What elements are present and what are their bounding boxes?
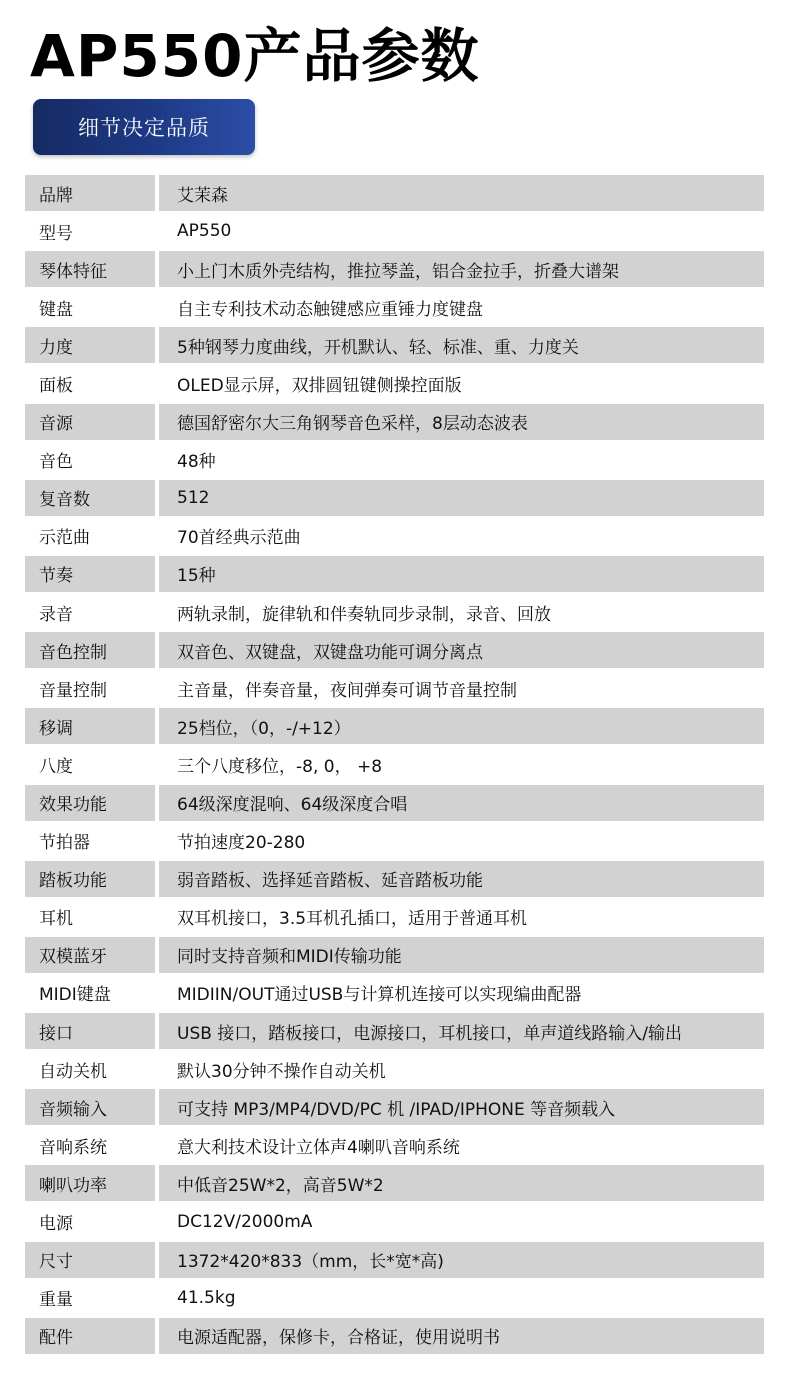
spec-row [25, 1318, 764, 1354]
spec-value: 主音量，伴奏音量，夜间弹奏可调节音量控制 [159, 670, 764, 706]
spec-row [25, 365, 764, 401]
spec-row [25, 594, 764, 630]
spec-row [25, 785, 764, 821]
spec-label: 重量 [25, 1280, 155, 1316]
spec-label: 电源 [25, 1204, 155, 1240]
spec-value: 中低音25W*2，高音5W*2 [159, 1165, 764, 1201]
spec-value: 可支持 MP3/MP4/DVD/PC 机 /IPAD/IPHONE 等音频载入 [159, 1089, 764, 1125]
spec-label: 音量控制 [25, 670, 155, 706]
spec-value: DC12V/2000mA [159, 1204, 764, 1240]
spec-row [25, 556, 764, 592]
spec-value: 70首经典示范曲 [159, 518, 764, 554]
spec-row [25, 937, 764, 973]
spec-value: 64级深度混响、64级深度合唱 [159, 785, 764, 821]
spec-label: 移调 [25, 708, 155, 744]
spec-row [25, 1242, 764, 1278]
spec-row [25, 1127, 764, 1163]
spec-value: 默认30分钟不操作自动关机 [159, 1051, 764, 1087]
spec-row [25, 1165, 764, 1201]
spec-row [25, 1280, 764, 1316]
spec-row [25, 175, 764, 211]
spec-row [25, 480, 764, 516]
section-badge: 细节决定品质 [33, 99, 255, 155]
spec-row [25, 289, 764, 325]
spec-table [25, 175, 764, 1356]
spec-label: 录音 [25, 594, 155, 630]
spec-value: 5种钢琴力度曲线，开机默认、轻、标准、重、力度关 [159, 327, 764, 363]
spec-value: MIDIIN/OUT通过USB与计算机连接可以实现编曲配器 [159, 975, 764, 1011]
spec-value: 512 [159, 480, 764, 516]
spec-value: 德国舒密尔大三角钢琴音色采样，8层动态波表 [159, 404, 764, 440]
spec-value: 意大利技术设计立体声4喇叭音响系统 [159, 1127, 764, 1163]
spec-row [25, 213, 764, 249]
spec-value: 41.5kg [159, 1280, 764, 1316]
spec-value: 双耳机接口，3.5耳机孔插口，适用于普通耳机 [159, 899, 764, 935]
spec-label: 音色控制 [25, 632, 155, 668]
spec-row [25, 1051, 764, 1087]
spec-row [25, 518, 764, 554]
spec-label: 耳机 [25, 899, 155, 935]
spec-row [25, 861, 764, 897]
spec-value: 节拍速度20-280 [159, 823, 764, 859]
spec-label: 示范曲 [25, 518, 155, 554]
spec-label: 音色 [25, 442, 155, 478]
spec-label: 面板 [25, 365, 155, 401]
spec-value: OLED显示屏，双排圆钮键侧操控面版 [159, 365, 764, 401]
spec-label: 踏板功能 [25, 861, 155, 897]
spec-row [25, 899, 764, 935]
spec-label: 自动关机 [25, 1051, 155, 1087]
spec-label: 节拍器 [25, 823, 155, 859]
spec-row [25, 1013, 764, 1049]
spec-row [25, 975, 764, 1011]
spec-row [25, 746, 764, 782]
spec-row [25, 327, 764, 363]
spec-row [25, 442, 764, 478]
page-title: AP550产品参数 [30, 22, 480, 90]
spec-label: 音响系统 [25, 1127, 155, 1163]
spec-value: 25档位，（0，-/+12） [159, 708, 764, 744]
spec-value: 艾茉森 [159, 175, 764, 211]
spec-row [25, 404, 764, 440]
spec-value: 三个八度移位，-8, 0， +8 [159, 746, 764, 782]
spec-value: 电源适配器，保修卡，合格证，使用说明书 [159, 1318, 764, 1354]
spec-row [25, 1204, 764, 1240]
spec-label: 八度 [25, 746, 155, 782]
spec-value: 小上门木质外壳结构，推拉琴盖，铝合金拉手，折叠大谱架 [159, 251, 764, 287]
spec-value: 48种 [159, 442, 764, 478]
spec-label: 接口 [25, 1013, 155, 1049]
spec-label: MIDI键盘 [25, 975, 155, 1011]
spec-value: 1372*420*833（mm，长*宽*高) [159, 1242, 764, 1278]
spec-label: 音源 [25, 404, 155, 440]
spec-row [25, 708, 764, 744]
spec-row [25, 251, 764, 287]
spec-label: 效果功能 [25, 785, 155, 821]
spec-value: 同时支持音频和MIDI传输功能 [159, 937, 764, 973]
spec-value: 两轨录制，旋律轨和伴奏轨同步录制，录音、回放 [159, 594, 764, 630]
spec-label: 琴体特征 [25, 251, 155, 287]
spec-value: 15种 [159, 556, 764, 592]
spec-label: 键盘 [25, 289, 155, 325]
spec-row [25, 670, 764, 706]
spec-label: 配件 [25, 1318, 155, 1354]
spec-label: 双模蓝牙 [25, 937, 155, 973]
spec-value: 双音色、双键盘，双键盘功能可调分离点 [159, 632, 764, 668]
spec-label: 复音数 [25, 480, 155, 516]
spec-row [25, 632, 764, 668]
spec-label: 型号 [25, 213, 155, 249]
spec-value: AP550 [159, 213, 764, 249]
spec-row [25, 823, 764, 859]
spec-label: 节奏 [25, 556, 155, 592]
spec-value: USB 接口，踏板接口，电源接口，耳机接口，单声道线路输入/输出 [159, 1013, 764, 1049]
spec-label: 喇叭功率 [25, 1165, 155, 1201]
spec-label: 品牌 [25, 175, 155, 211]
spec-value: 自主专利技术动态触键感应重锤力度键盘 [159, 289, 764, 325]
spec-label: 尺寸 [25, 1242, 155, 1278]
spec-label: 力度 [25, 327, 155, 363]
spec-row [25, 1089, 764, 1125]
spec-value: 弱音踏板、选择延音踏板、延音踏板功能 [159, 861, 764, 897]
spec-label: 音频输入 [25, 1089, 155, 1125]
